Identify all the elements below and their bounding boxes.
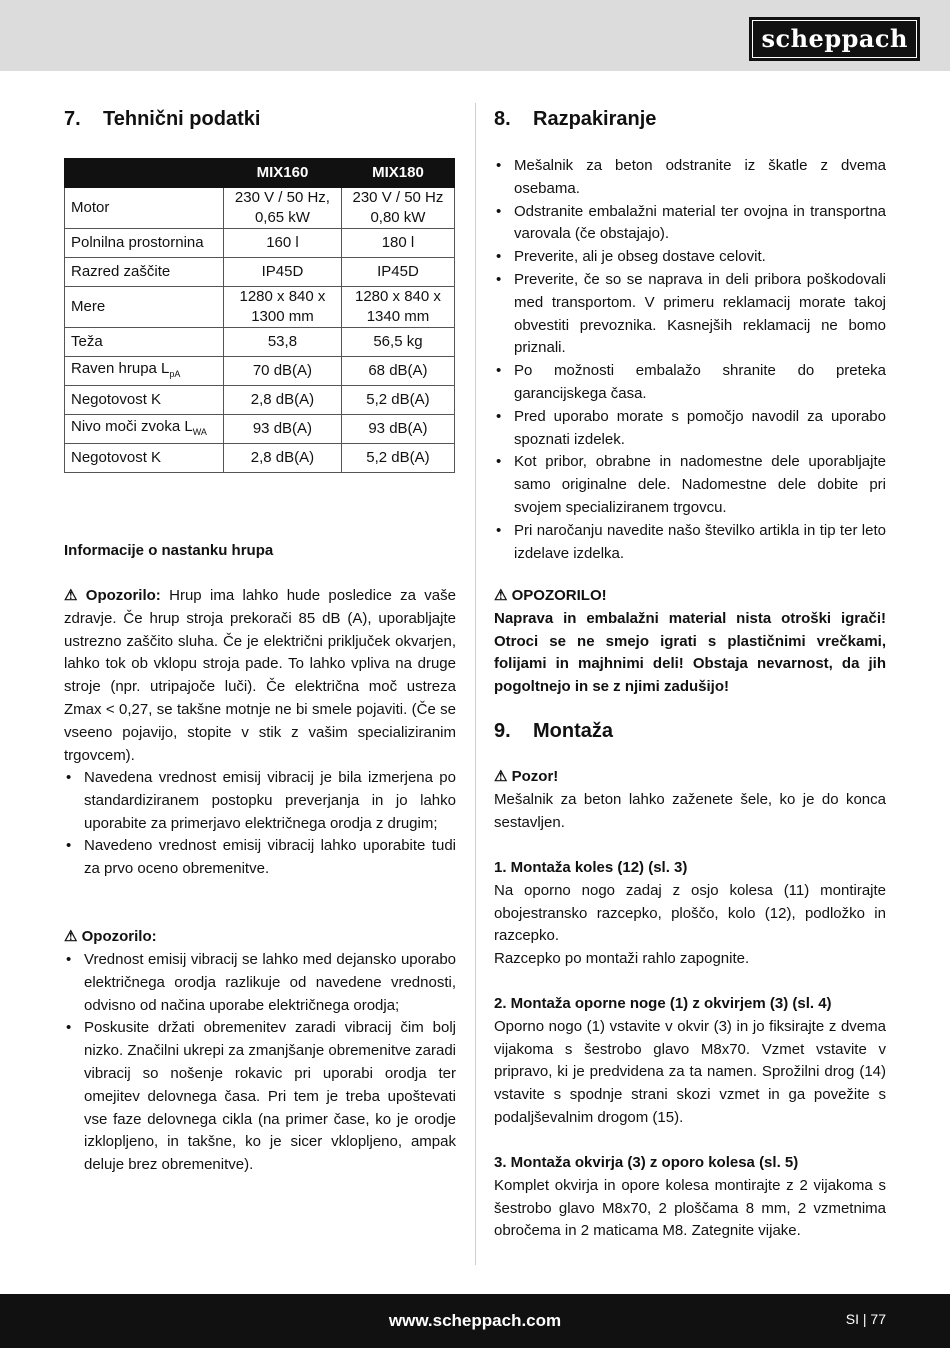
table-row [65,258,455,287]
section-8-heading: 8. Razpakiranje [494,108,657,130]
table-header-row [65,159,455,188]
warning-triangle-icon: ⚠ [494,587,508,604]
list-item: • Poskusite držati obremenitev zaradi vibracij čim bolj nizko. Značilni ukrepi za zmanjšanje obremenitve zaradi vibracij so nošenje rokavic pri uporabi orodja ter omejitev delovnega časa. Pri tem je treba upoštevati vse faze delovnega cikla (na primer čase, ko je orodje izklopljeno, in takšne, ko je sicer vklopljeno, ampak deluje brez obremenitve). [64,1017,456,1177]
table-header-cell [65,159,224,188]
table-row [65,415,455,444]
list-item: • Pri naročanju navedite našo številko artikla in tip ter leto izdelave izdelka. [494,520,886,566]
child-safety-warning: ⚠ OPOZORILO! Naprava in embalažni material nista otroški igrači! Otroci se ne smejo igrati s plastičnimi vrečkami, folijami in majhnimi deli! Obstaja nevarnost, da jih pogoltnejo in se z njimi zadušijo! [494,587,886,696]
warning-triangle-icon: ⚠ [64,928,78,945]
value-cell: 5,2 dB(A) [341,444,454,473]
table-header-cell: MIX160 [224,159,342,188]
step-1: 1. Montaža koles (12) (sl. 3) Na oporno nogo zadaj z osjo kolesa (11) montirajte obojestransko razcepko, ploščo, kolo (12), podložko in razcepko. Razcepko po montaži rahlo zapognite. [494,859,886,968]
website-link[interactable]: www.scheppach.com [388,1311,562,1330]
table-row [65,386,455,415]
value-cell: 230 V / 50 Hz, 0,65 kW [224,188,342,229]
table-row [65,188,455,229]
noise-info-heading: Informacije o nastanku hrupa [64,542,274,559]
value-cell: 68 dB(A) [341,357,454,386]
list-item: • Navedeno vrednost emisij vibracij lahko uporabite tudi za prvo oceno obremenitve. [64,835,456,881]
row-label: Nivo moči zvoka $L_{WA}$ [65,415,224,444]
list-item: • Preverite, če so se naprava in deli pribora poškodovali med transportom. V primeru reklamacij morate takoj obvestiti prevoznika. Kasnejših reklamacij ne bomo priznali. [494,269,886,360]
noise-warning: ⚠ Opozorilo: Hrup ima lahko hude posledice za vaše zdravje. Če hrup stroja prekorači 85 dB (A), uporabljajte ustrezno zaščito sluha. Če je električni priključek okvarjen, lahko tok ob vklopu stroja pade. To lahko vpliva na druge stroje (npr. utripajoče luči). Če električna moč ustreza Zmax < 0,27, se takšne motnje ne bi smele pojaviti. (Če se vseeno pojavijo, stopite v stik z vašim specializiranim trgovcem). [64,587,456,764]
value-cell: 5,2 dB(A) [341,386,454,415]
list-item: • Pred uporabo morate s pomočjo navodil za uporabo spoznati izdelek. [494,406,886,452]
list-item: • Odstranite embalažni material ter ovojna in transportna varovala (če obstajajo). [494,201,886,247]
list-item: • Preverite, ali je obseg dostave celovit. [494,246,886,269]
vibration-list-1 [64,767,456,881]
value-cell: 180 l [341,229,454,258]
row-label: Negotovost K [65,386,224,415]
step-3: 3. Montaža okvirja (3) z oporo kolesa (sl. 5) Komplet okvirja in opore kolesa montirajte z 2 vijakoma s šestrobo glavo M8x70, 2 ploščama 8 mm, 2 vzmetnima obročema in 2 maticama M8. Zategnite vijake. [494,1154,886,1240]
table-row [65,444,455,473]
value-cell: 2,8 dB(A) [224,444,342,473]
list-item: • Kot pribor, obrabne in nadomestne dele uporabljajte samo originalne dele. Nadomestne dele dobite pri svojem specializiranem trgovcu. [494,451,886,519]
value-cell: 2,8 dB(A) [224,386,342,415]
warning-triangle-icon: ⚠ [494,768,508,785]
row-label: Negotovost K [65,444,224,473]
page-number: SI | 77 [845,1311,886,1327]
row-label: Polnilna prostornina [65,229,224,258]
value-cell: 93 dB(A) [341,415,454,444]
value-cell: 70 dB(A) [224,357,342,386]
table-row [65,357,455,386]
row-label: Motor [65,188,224,229]
value-cell: 230 V / 50 Hz 0,80 kW [341,188,454,229]
list-item: • Vrednost emisij vibracij se lahko med dejansko uporabo električnega orodja razlikuje od navedene vrednosti, odvisno od načina uporabe električnega orodja; [64,949,456,1017]
value-cell: 1280 x 840 x 1300 mm [224,287,342,328]
header-bar [0,0,950,71]
assembly-caution: ⚠ Pozor! Mešalnik za beton lahko zaženete šele, ko je do konca sestavljen. [494,768,886,831]
section-7-heading: 7. Tehnični podatki [64,108,261,130]
vibration-warning-heading: ⚠ Opozorilo: [64,926,456,949]
row-label: Mere [65,287,224,328]
footer-bar [0,1294,950,1348]
value-cell: 56,5 kg [341,328,454,357]
value-cell: 93 dB(A) [224,415,342,444]
row-label: Teža [65,328,224,357]
scheppach-logo: scheppach [749,17,920,61]
row-label: Razred zaščite [65,258,224,287]
value-cell: 160 l [224,229,342,258]
value-cell: IP45D [224,258,342,287]
list-item: • Po možnosti embalažo shranite do preteka garancijskega časa. [494,360,886,406]
value-cell: 1280 x 840 x 1340 mm [341,287,454,328]
vibration-list-2 [64,949,456,1177]
table-header-cell: MIX180 [341,159,454,188]
row-label: Raven hrupa $L_{pA}$ [65,357,224,386]
table-row [65,328,455,357]
warning-triangle-icon: ⚠ [64,587,78,604]
unpacking-list [494,155,886,565]
value-cell: IP45D [341,258,454,287]
technical-data-table [64,158,455,473]
table-row [65,229,455,258]
list-item: • Navedena vrednost emisij vibracij je bila izmerjena po standardiziranem postopku preverjanja in jo lahko uporabite za primerjavo električnega orodja z drugim; [64,767,456,835]
section-9-heading: 9. Montaža [494,720,613,742]
step-2: 2. Montaža oporne noge (1) z okvirjem (3) (sl. 4) Oporno nogo (1) vstavite v okvir (3) in jo fiksirajte z dvema vijakoma s šestrobo glavo M8x70. Vzmet vstavite v pripravo, ki je predvidena za ta namen. Sprožilni drog (14) vstavite s spodnje strani skozi vzmet in ga povežite s podaljševalnim drogom (15). [494,995,886,1126]
table-row [65,287,455,328]
value-cell: 53,8 [224,328,342,357]
column-divider [475,103,476,1265]
list-item: • Mešalnik za beton odstranite iz škatle z dvema osebama. [494,155,886,201]
